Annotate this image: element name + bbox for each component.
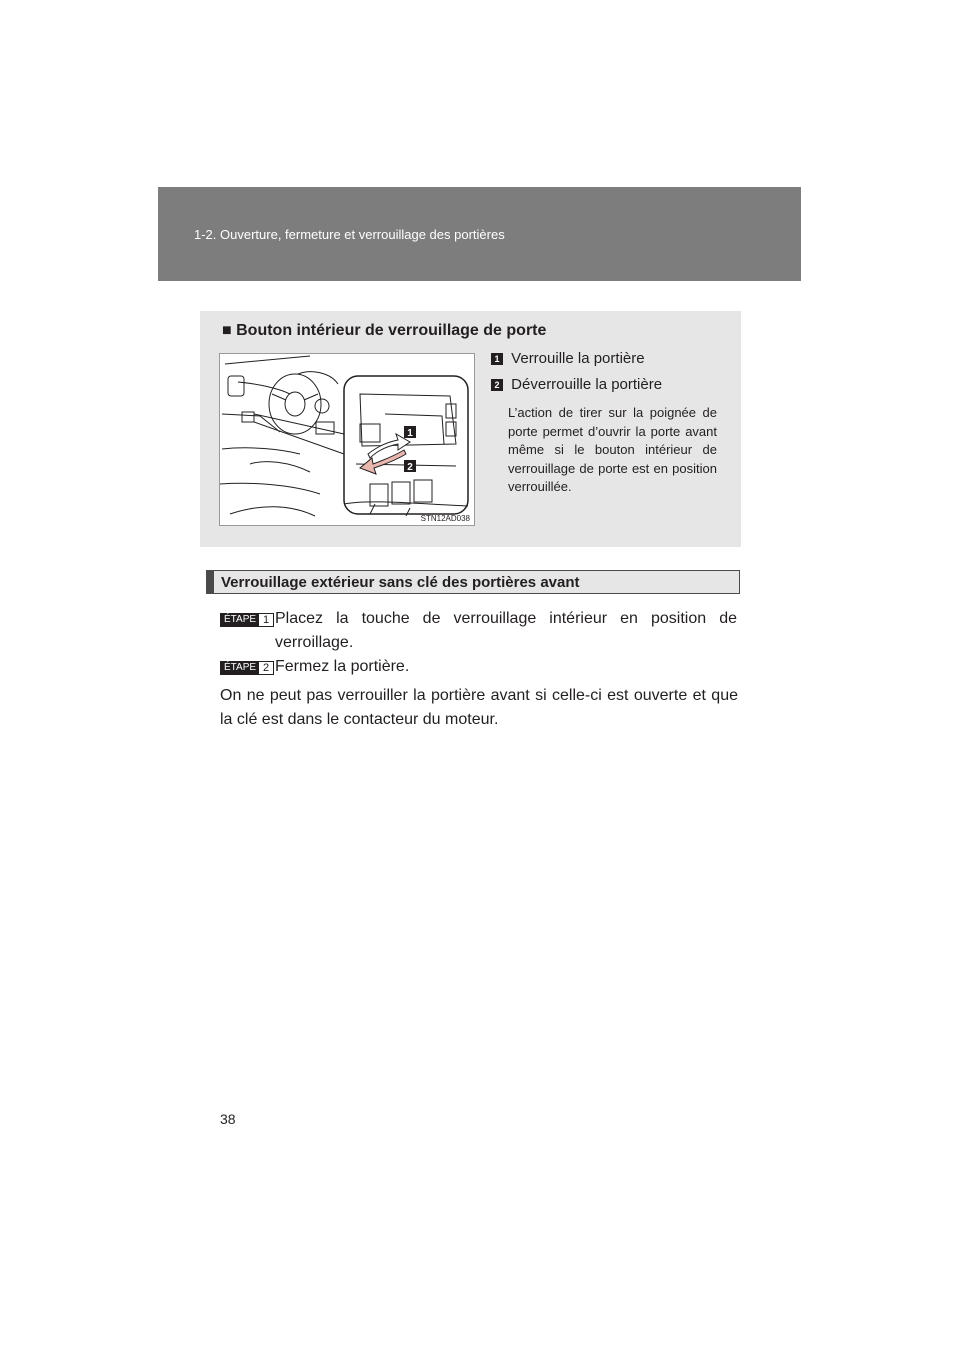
number-1-icon: 1	[491, 353, 503, 365]
square-bullet-icon: ■	[222, 322, 232, 339]
info-note: L’action de tirer sur la poignée de porte permet d’ouvrir la porte avant même si le bouton intérieur de verrouillage de porte est en position verrouillée.	[508, 405, 717, 494]
step-number: 2	[259, 662, 273, 674]
section-title: Verrouillage extérieur sans clé des portières avant	[221, 574, 580, 591]
legend-item-lock	[491, 350, 645, 367]
legend-text: Déverrouille la portière	[511, 376, 663, 393]
door-interior-drawing	[220, 354, 474, 525]
number-2-icon: 2	[491, 379, 503, 391]
step-1-label	[220, 613, 274, 627]
callout-1: 1	[407, 428, 413, 439]
section-breadcrumb: 1-2. Ouverture, fermeture et verrouillage des portières	[194, 227, 505, 242]
header-bar	[158, 187, 801, 281]
door-lock-illustration	[219, 353, 475, 526]
step-2-label	[220, 661, 274, 675]
step-number: 1	[259, 614, 273, 626]
legend-text: Verrouille la portière	[511, 350, 645, 367]
step-2-text: Fermez la portière.	[275, 658, 410, 675]
page-number: 38	[220, 1111, 236, 1127]
info-heading-text: Bouton intérieur de verrouillage de porte	[236, 322, 547, 339]
callout-2: 2	[407, 462, 413, 473]
step-1-text: Placez la touche de verrouillage intérieur en position de verroillage.	[275, 610, 737, 651]
legend-item-unlock	[491, 376, 662, 393]
info-heading	[222, 322, 546, 340]
info-box	[200, 311, 741, 547]
step-word: ÉTAPE	[221, 662, 259, 674]
figure-code: STN12AD038	[420, 514, 470, 523]
body-paragraph: On ne peut pas verrouiller la portière avant si celle-ci est ouverte et que la clé est dans le contacteur du moteur.	[220, 687, 738, 728]
step-word: ÉTAPE	[221, 614, 259, 626]
section-title-bar	[206, 570, 740, 594]
